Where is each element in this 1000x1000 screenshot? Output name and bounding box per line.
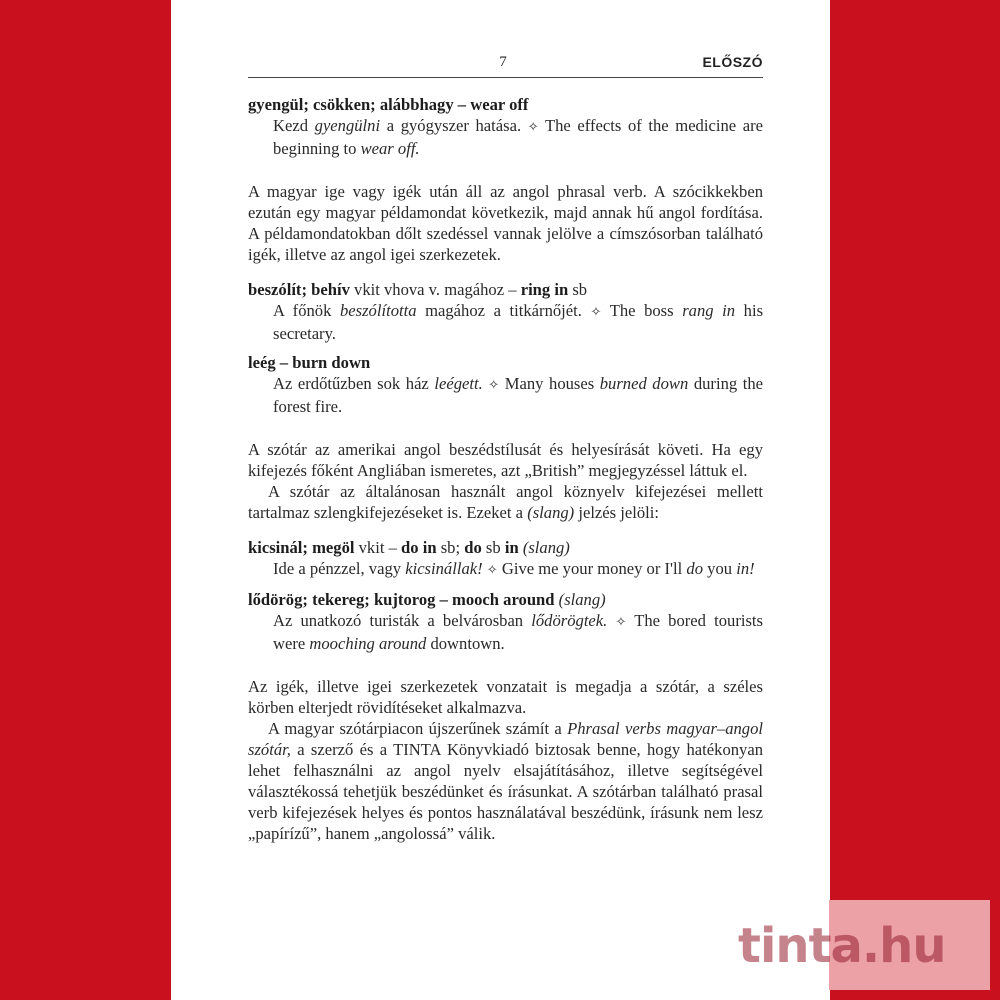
entry-headword: kicsinál; megöl vkit – do in sb; do sb in (slang) bbox=[248, 538, 570, 557]
entry-headword: leég – burn down bbox=[248, 353, 371, 372]
entry-example: Az erdőtűzben sok ház leégett. ✧ Many houses burned down during the forest fire. bbox=[273, 374, 763, 416]
entry-example: A főnök beszólította magához a titkárnőjét. ✧ The boss rang in his secretary. bbox=[273, 301, 764, 343]
paragraph-vonzat: Az igék, illetve igei szerkezetek vonzatait is megadja a szótár, a széles körben elterjedt rövidítéseket alkalmazva. bbox=[248, 677, 763, 717]
paragraph-intro: A magyar ige vagy igék után áll az angol phrasal verb. A szócikkekben ezután egy magyar példamondat következik, majd annak hű angol fordítása. A példamondatokban dőlt szedéssel vannak jelölve a címszósorban található igék, illetve az angol igei szerkezetek. bbox=[248, 182, 763, 264]
paragraph-closing: A magyar szótárpiacon újszerűnek számít a Phrasal verbs magyar–angol szótár, a szerző és a TINTA Könyvkiadó biztosak benne, hogy hatékonyan lehet felhasználni az angol nyelv elsajátításához, illetve segítségével választékossá tehetjük beszédünket és írásunkat. A szótárban található prasal verb kifejezések helyes és pontos használatával beszédünk, írásunk nem lesz „papírízű”, hanem „angolossá” válik. bbox=[248, 719, 763, 843]
separator-star-icon: ✧ bbox=[488, 378, 500, 393]
entry-beszolit bbox=[248, 279, 763, 344]
paragraph-british: A szótár az amerikai angol beszédstílusát és helyesírását követi. Ha egy kifejezés főként Angliában ismeretes, azt „British” megjegyzéssel láttuk el. bbox=[248, 440, 763, 480]
separator-star-icon: ✧ bbox=[615, 615, 627, 630]
paragraph-slang: A szótár az általánosan használt angol köznyelv kifejezései mellett tartalmaz szlengkifejezéseket is. Ezeket a (slang) jelzés jelöli: bbox=[248, 482, 763, 522]
entry-example: Kezd gyengülni a gyógyszer hatása. ✧ The effects of the medicine are beginning to wear off. bbox=[273, 116, 763, 158]
entry-kicsinal bbox=[248, 537, 763, 581]
separator-star-icon: ✧ bbox=[527, 120, 539, 135]
separator-star-icon: ✧ bbox=[486, 563, 498, 578]
separator-star-icon: ✧ bbox=[590, 305, 602, 320]
entry-leeg bbox=[248, 352, 763, 417]
entry-headword: gyengül; csökken; alábbhagy – wear off bbox=[248, 95, 529, 114]
watermark-logo: tinta.hu bbox=[738, 918, 946, 974]
entry-headword: beszólít; behív vkit vhova v. magához – ring in sb bbox=[248, 280, 588, 299]
entry-example: Az unatkozó turisták a belvárosban lődörögtek. ✧ The bored tourists were mooching around downtown. bbox=[273, 611, 763, 653]
running-header bbox=[248, 52, 763, 78]
section-title: ELŐSZÓ bbox=[702, 54, 763, 70]
entry-headword: lődörög; tekereg; kujtorog – mooch around (slang) bbox=[248, 590, 606, 609]
page-number: 7 bbox=[499, 54, 507, 70]
page-content bbox=[248, 94, 763, 844]
entry-example: Ide a pénzzel, vagy kicsinállak! ✧ Give me your money or I'll do you in! bbox=[273, 559, 755, 578]
entry-lodorog bbox=[248, 589, 763, 654]
entry-gyengul bbox=[248, 94, 763, 159]
